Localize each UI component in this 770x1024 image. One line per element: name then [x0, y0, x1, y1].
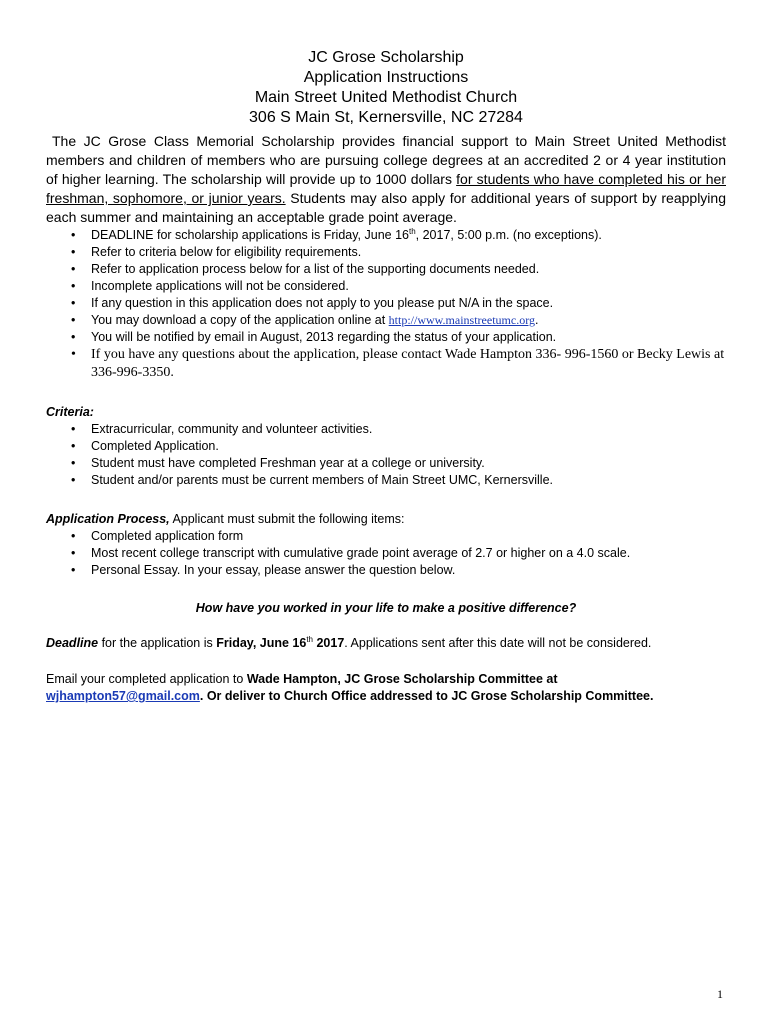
deadline-paragraph: Deadline for the application is Friday, June 16th 2017. Applications sent after this date will not be considered.	[46, 634, 652, 650]
criteria-list	[46, 421, 726, 489]
list-item: • Personal Essay. In your essay, please answer the question below.	[91, 562, 726, 579]
intro-paragraph	[46, 132, 726, 227]
header-subtitle: Application Instructions	[303, 69, 469, 86]
header-church: Main Street United Methodist Church	[254, 89, 518, 106]
list-item: • If you have any questions about the application, please contact Wade Hampton 336- 996-1560 or Becky Lewis at 336-996-3350.	[91, 346, 726, 382]
list-item: • You will be notified by email in August, 2013 regarding the status of your application.	[91, 329, 726, 346]
list-item: • If any question in this application does not apply to you please put N/A in the space.	[91, 295, 726, 312]
list-item: • DEADLINE for scholarship applications is Friday, June 16th, 2017, 5:00 p.m. (no exceptions).	[91, 227, 726, 244]
document-page	[46, 48, 726, 705]
process-heading: Application Process, Applicant must submit the following items:	[46, 512, 405, 526]
list-item: • You may download a copy of the application online at http://www.mainstreetumc.org.	[91, 312, 726, 329]
header-address: 306 S Main St, Kernersville, NC 27284	[249, 109, 523, 126]
essay-question: How have you worked in your life to make a positive difference?	[195, 601, 577, 615]
intro-underlined: for students who have completed his or her freshman, sophomore, or junior years.	[46, 171, 726, 206]
list-item: • Most recent college transcript with cumulative grade point average of 2.7 or higher on a 4.0 scale.	[91, 545, 726, 562]
criteria-heading: Criteria:	[46, 405, 94, 419]
intro-text-1: The JC Grose Class Memorial Scholarship provides financial support to Main Street United Methodist members and children of members who are pursuing college degrees at an accredited 2 or 4 year institution of higher learning. The scholarship will provide up to 1000 dollars	[46, 133, 726, 187]
list-item: • Student must have completed Freshman year at a college or university.	[91, 455, 726, 472]
list-item: • Refer to application process below for a list of the supporting documents needed.	[91, 261, 726, 278]
document-header	[46, 48, 726, 128]
list-item: • Completed application form	[91, 528, 726, 545]
instructions-list	[46, 227, 726, 382]
intro-text-2: Students may also apply for additional years of support by reapplying each summer and maintaining an acceptable grade point average.	[46, 190, 726, 225]
page-number: 1	[717, 987, 723, 1001]
process-list	[46, 528, 726, 579]
list-item: • Incomplete applications will not be considered.	[91, 278, 726, 295]
header-title: JC Grose Scholarship	[308, 49, 464, 66]
email-link[interactable]: wjhampton57@gmail.com	[46, 689, 200, 703]
list-item: • Extracurricular, community and volunteer activities.	[91, 421, 726, 438]
list-item: • Student and/or parents must be current members of Main Street UMC, Kernersville.	[91, 472, 726, 489]
submission-paragraph: Email your completed application to Wade Hampton, JC Grose Scholarship Committee at wjhampton57@gmail.com. Or deliver to Church Office addressed to JC Grose Scholarship Committee.	[46, 672, 654, 703]
website-link[interactable]: http://www.mainstreetumc.org	[388, 313, 535, 327]
list-item: • Completed Application.	[91, 438, 726, 455]
list-item: • Refer to criteria below for eligibility requirements.	[91, 244, 726, 261]
